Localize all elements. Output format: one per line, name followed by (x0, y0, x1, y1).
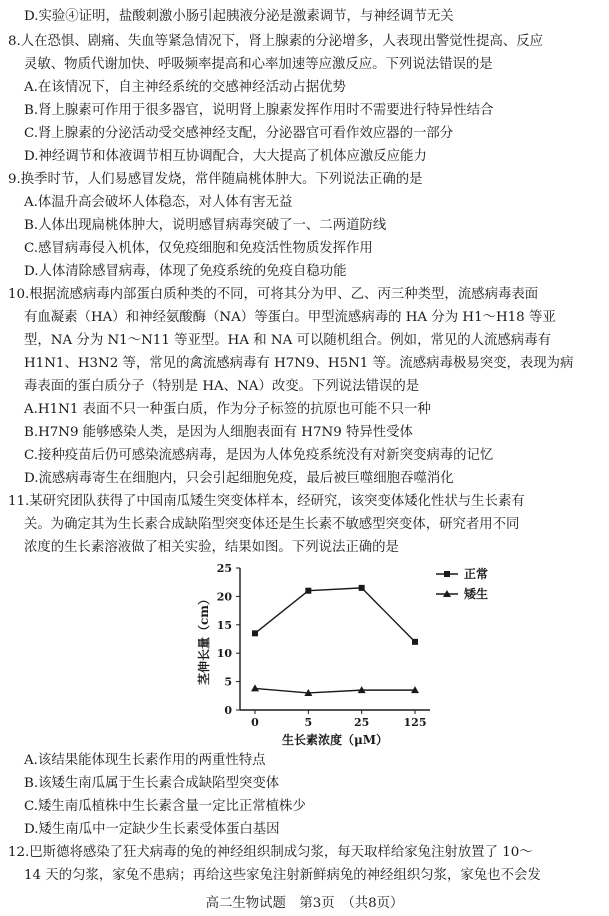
y-tick-label: 15 (216, 618, 232, 632)
option-a: A.H1N1 表面不只一种蛋白质，作为分子标签的抗原也可能不只一种 (24, 402, 431, 417)
growth-chart (190, 560, 490, 748)
text-line: 毒表面的蛋白质分子（特别是 HA、NA）改变。下列说法错误的是 (24, 379, 420, 394)
y-tick-label: 25 (216, 562, 232, 575)
series-line-0 (255, 588, 415, 642)
text-line: 灵敏、物质代谢加快、呼吸频率提高和心率加速等应激反应。下列说法错误的是 (24, 57, 493, 72)
legend-label: 矮生 (464, 587, 489, 601)
question-9-stem: 9.换季时节，人们易感冒发烧，常伴随扁桃体肿大。下列说法正确的是 (8, 172, 423, 187)
option-d: D.流感病毒寄生在细胞内，只会引起细胞免疫，最后被巨噬细胞吞噬消化 (24, 471, 454, 486)
series-line-1 (255, 688, 415, 693)
chart-marks (251, 585, 419, 696)
x-axis-label: 生长素浓度（μM） (281, 733, 389, 747)
question-8-stem: 8.人在恐惧、剧痛、失血等紧急情况下，肾上腺素的分泌增多，人表现出警觉性提高、反应 (8, 34, 544, 49)
option-c: C.肾上腺素的分泌活动受交感神经支配，分泌器官可看作效应器的一部分 (24, 126, 454, 141)
option-a: A.在该情况下，自主神经系统的交感神经活动占据优势 (24, 80, 346, 95)
option-d: D.矮生南瓜中一定缺少生长素受体蛋白基因 (24, 822, 280, 837)
x-tick-label: 0 (251, 716, 259, 729)
option-c: C.矮生南瓜植株中生长素含量一定比正常植株少 (24, 799, 306, 814)
y-tick-label: 5 (224, 675, 232, 689)
data-point (252, 630, 258, 636)
text-line: 型，NA 分为 N1～N11 等亚型。HA 和 NA 可以随机组合。例如，常见的人流感病毒有 (24, 333, 551, 348)
data-point (359, 585, 365, 591)
text-line: H1N1、H3N2 等，常见的禽流感病毒有 H7N9、H5N1 等。流感病毒极易突变，表现为病 (24, 356, 574, 371)
option-b: B.人体出现扁桃体肿大，说明感冒病毒突破了一、二两道防线 (24, 218, 387, 233)
text-line: 浓度的生长素溶液做了相关实验，结果如图。下列说法正确的是 (24, 540, 399, 555)
legend-label: 正常 (464, 567, 489, 581)
x-tick-label: 5 (304, 716, 313, 729)
page-footer: 高二生物试题 第3页 （共8页） (205, 896, 404, 911)
y-axis-label: 茎伸长量（cm） (197, 592, 211, 686)
x-tick-label: 125 (403, 716, 427, 729)
chart-legend (436, 566, 488, 601)
x-tick-label: 25 (354, 716, 370, 729)
option-b: B.H7N9 能够感染人类，是因为人细胞表面有 H7N9 特异性受体 (24, 425, 413, 440)
text-line: D.实验④证明，盐酸刺激小肠引起胰液分泌是激素调节，与神经调节无关 (24, 9, 454, 24)
data-point (305, 588, 311, 594)
chart-axes (196, 562, 430, 747)
question-10-stem: 10.根据流感病毒内部蛋白质种类的不同，可将其分为甲、乙、丙三种类型，流感病毒表面 (8, 287, 539, 302)
option-b: B.肾上腺素可作用于很多器官，说明肾上腺素发挥作用时不需要进行特异性结合 (24, 103, 494, 118)
option-a: A.体温升高会破坏人体稳态，对人体有害无益 (24, 195, 293, 210)
option-c: C.感冒病毒侵入机体，仅免疫细胞和免疫活性物质发挥作用 (24, 241, 373, 256)
legend-marker (444, 571, 450, 577)
text-line: 14 天的匀浆，家兔不患病；再给这些家兔注射新鲜病兔的神经组织匀浆，家兔也不会发 (24, 868, 541, 883)
question-11-stem: 11.某研究团队获得了中国南瓜矮生突变体样本，经研究，该突变体矮化性状与生长素有 (8, 494, 525, 509)
option-b: B.该矮生南瓜属于生长素合成缺陷型突变体 (24, 776, 280, 791)
option-c: C.接种疫苗后仍可感染流感病毒，是因为人体免疫系统没有对新突变病毒的记忆 (24, 448, 494, 463)
option-d: D.人体清除感冒病毒，体现了免疫系统的免疫自稳功能 (24, 264, 347, 279)
option-a: A.该结果能体现生长素作用的两重性特点 (24, 753, 266, 768)
data-point (412, 639, 418, 645)
text-line: 有血凝素（HA）和神经氨酸酶（NA）等蛋白。甲型流感病毒的 HA 分为 H1～H18 等亚 (24, 310, 556, 325)
y-tick-label: 10 (216, 647, 232, 661)
data-point (251, 684, 259, 691)
text-line: 关。为确定其为生长素合成缺陷型突变体还是生长素不敏感型突变体，研究者用不同 (24, 517, 520, 532)
option-d: D.神经调节和体液调节相互协调配合，大大提高了机体应激反应能力 (24, 149, 427, 164)
y-tick-label: 20 (216, 590, 232, 604)
question-12-stem: 12.巴斯德将感染了狂犬病毒的兔的神经组织制成匀浆，每天取样给家兔注射放置了 10～ (8, 845, 533, 860)
y-tick-label: 0 (224, 704, 232, 717)
